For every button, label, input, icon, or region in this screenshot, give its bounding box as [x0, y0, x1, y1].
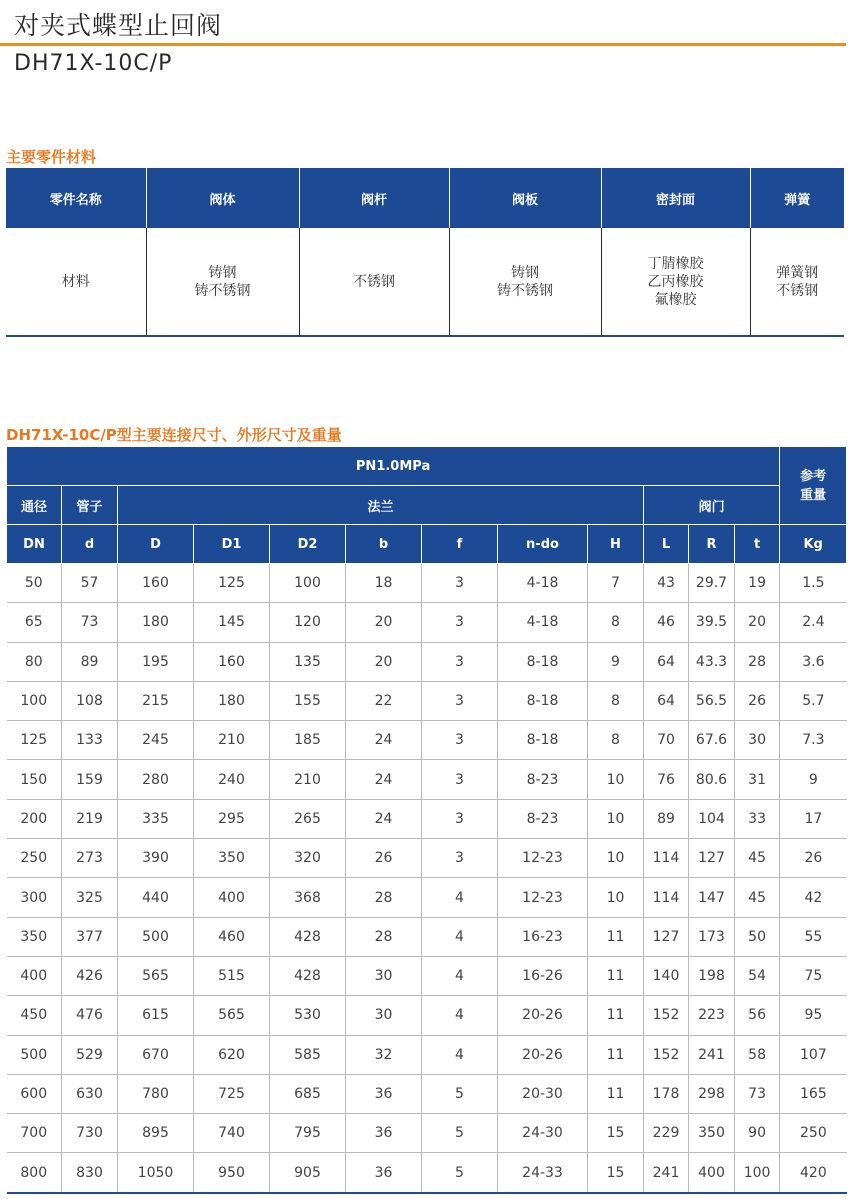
- table-cell: 9: [588, 642, 644, 681]
- table-cell: 565: [118, 956, 194, 995]
- materials-header-cell: 阀板: [449, 168, 601, 228]
- table-cell: 210: [194, 721, 270, 760]
- table-cell: 3.6: [780, 642, 847, 681]
- materials-cell-body: [146, 228, 299, 336]
- table-cell: 15: [588, 1114, 644, 1153]
- table-cell: 7: [588, 564, 644, 603]
- table-cell: 20-30: [498, 1074, 588, 1113]
- table-row: [7, 760, 847, 799]
- table-cell: 56.5: [689, 681, 735, 720]
- table-cell: 4: [422, 956, 498, 995]
- pressure-rating-header: PN1.0MPa: [7, 447, 780, 486]
- table-cell: 10: [588, 839, 644, 878]
- table-cell: 335: [118, 799, 194, 838]
- table-cell: 90: [735, 1114, 780, 1153]
- table-cell: 240: [194, 760, 270, 799]
- table-cell: 64: [644, 642, 689, 681]
- table-cell: 8-18: [498, 642, 588, 681]
- weight-header: [780, 447, 847, 525]
- materials-cell-seal: [601, 228, 750, 336]
- table-cell: 298: [689, 1074, 735, 1113]
- table-cell: 50: [7, 564, 62, 603]
- table-cell: 22: [346, 681, 422, 720]
- table-cell: 26: [780, 839, 847, 878]
- table-cell: 195: [118, 642, 194, 681]
- table-row: [7, 996, 847, 1035]
- table-cell: 1.5: [780, 564, 847, 603]
- material-line: 不锈钢: [353, 273, 395, 290]
- table-cell: 241: [644, 1153, 689, 1193]
- materials-cell-disc: [449, 228, 601, 336]
- column-header: n-do: [498, 525, 588, 564]
- table-cell: 150: [7, 760, 62, 799]
- table-cell: 89: [644, 799, 689, 838]
- table-cell: 155: [270, 681, 346, 720]
- table-cell: 4: [422, 996, 498, 1035]
- table-cell: 20-26: [498, 996, 588, 1035]
- materials-header-cell: 零件名称: [6, 168, 146, 228]
- table-cell: 89: [62, 642, 118, 681]
- table-cell: 45: [735, 878, 780, 917]
- table-cell: 3: [422, 681, 498, 720]
- table-cell: 5: [422, 1114, 498, 1153]
- table-cell: 460: [194, 917, 270, 956]
- table-cell: 280: [118, 760, 194, 799]
- table-cell: 223: [689, 996, 735, 1035]
- table-cell: 5: [422, 1074, 498, 1113]
- table-cell: 18: [346, 564, 422, 603]
- column-header: R: [689, 525, 735, 564]
- table-cell: 325: [62, 878, 118, 917]
- column-header: b: [346, 525, 422, 564]
- materials-cell-stem: [299, 228, 449, 336]
- table-cell: 32: [346, 1035, 422, 1074]
- table-cell: 180: [194, 681, 270, 720]
- table-cell: 250: [7, 839, 62, 878]
- table-row: [7, 642, 847, 681]
- material-line: 铸不锈钢: [194, 282, 251, 299]
- group-header-flange: 法兰: [118, 486, 644, 525]
- table-row: [7, 839, 847, 878]
- table-cell: 400: [7, 956, 62, 995]
- table-cell: 10: [588, 878, 644, 917]
- group-header-pipe: 管子: [62, 486, 118, 525]
- table-cell: 64: [644, 681, 689, 720]
- table-cell: 8: [588, 721, 644, 760]
- materials-row: [6, 228, 844, 336]
- table-cell: 56: [735, 996, 780, 1035]
- material-line: 铸不锈钢: [497, 282, 553, 299]
- table-cell: 30: [346, 956, 422, 995]
- table-cell: 350: [689, 1114, 735, 1153]
- column-header: t: [735, 525, 780, 564]
- table-row: [7, 1074, 847, 1113]
- table-cell: 80.6: [689, 760, 735, 799]
- table-cell: 500: [118, 917, 194, 956]
- table-cell: 3: [422, 642, 498, 681]
- table-cell: 400: [689, 1153, 735, 1193]
- table-cell: 515: [194, 956, 270, 995]
- table-cell: 39.5: [689, 603, 735, 642]
- materials-cell-spring: [750, 228, 844, 336]
- table-cell: 107: [780, 1035, 847, 1074]
- model-number: DH71X-10C/P: [14, 51, 173, 76]
- table-cell: 57: [62, 564, 118, 603]
- table-cell: 173: [689, 917, 735, 956]
- table-row: [7, 681, 847, 720]
- table-cell: 8: [588, 603, 644, 642]
- table-cell: 368: [270, 878, 346, 917]
- table-cell: 1050: [118, 1153, 194, 1193]
- table-cell: 46: [644, 603, 689, 642]
- table-cell: 3: [422, 839, 498, 878]
- table-cell: 36: [346, 1074, 422, 1113]
- materials-header-row: [6, 168, 844, 228]
- table-cell: 29.7: [689, 564, 735, 603]
- table-cell: 9: [780, 760, 847, 799]
- table-cell: 36: [346, 1153, 422, 1193]
- table-cell: 895: [118, 1114, 194, 1153]
- table-row: [7, 1153, 847, 1193]
- table-cell: 180: [118, 603, 194, 642]
- table-cell: 152: [644, 996, 689, 1035]
- table-cell: 11: [588, 917, 644, 956]
- table-cell: 426: [62, 956, 118, 995]
- table-cell: 830: [62, 1153, 118, 1193]
- table-cell: 500: [7, 1035, 62, 1074]
- table-cell: 700: [7, 1114, 62, 1153]
- table-cell: 100: [7, 681, 62, 720]
- table-cell: 28: [346, 917, 422, 956]
- table-cell: 15: [588, 1153, 644, 1193]
- table-cell: 8: [588, 681, 644, 720]
- table-cell: 70: [644, 721, 689, 760]
- table-cell: 54: [735, 956, 780, 995]
- column-header: L: [644, 525, 689, 564]
- table-cell: 4: [422, 1035, 498, 1074]
- table-cell: 33: [735, 799, 780, 838]
- table-cell: 795: [270, 1114, 346, 1153]
- table-cell: 43.3: [689, 642, 735, 681]
- table-cell: 615: [118, 996, 194, 1035]
- material-line: 乙丙橡胶: [647, 273, 704, 290]
- page-title: 对夹式蝶型止回阀: [14, 11, 223, 40]
- table-cell: 73: [735, 1074, 780, 1113]
- table-cell: 300: [7, 878, 62, 917]
- table-cell: 350: [7, 917, 62, 956]
- table-cell: 800: [7, 1153, 62, 1193]
- dimensions-pressure-row: [7, 447, 847, 486]
- column-header: H: [588, 525, 644, 564]
- table-cell: 4-18: [498, 603, 588, 642]
- table-cell: 600: [7, 1074, 62, 1113]
- table-cell: 198: [689, 956, 735, 995]
- title-divider: [0, 43, 846, 46]
- dimensions-table: [6, 446, 847, 1194]
- materials-row-label: 材料: [6, 228, 146, 336]
- table-cell: 125: [7, 721, 62, 760]
- table-cell: 390: [118, 839, 194, 878]
- material-line: 铸钢: [511, 264, 539, 281]
- table-cell: 730: [62, 1114, 118, 1153]
- table-cell: 529: [62, 1035, 118, 1074]
- column-header: Kg: [780, 525, 847, 564]
- table-cell: 8-18: [498, 681, 588, 720]
- table-cell: 725: [194, 1074, 270, 1113]
- table-cell: 24: [346, 721, 422, 760]
- table-cell: 320: [270, 839, 346, 878]
- table-cell: 740: [194, 1114, 270, 1153]
- table-cell: 26: [735, 681, 780, 720]
- table-row: [7, 1035, 847, 1074]
- table-cell: 440: [118, 878, 194, 917]
- dimensions-column-header-row: [7, 525, 847, 564]
- table-cell: 8-23: [498, 799, 588, 838]
- group-header-valve: 阀门: [644, 486, 780, 525]
- table-row: [7, 917, 847, 956]
- table-cell: 28: [346, 878, 422, 917]
- table-cell: 42: [780, 878, 847, 917]
- table-cell: 65: [7, 603, 62, 642]
- column-header: d: [62, 525, 118, 564]
- table-row: [7, 603, 847, 642]
- table-cell: 95: [780, 996, 847, 1035]
- table-cell: 950: [194, 1153, 270, 1193]
- table-cell: 75: [780, 956, 847, 995]
- table-cell: 20: [346, 603, 422, 642]
- table-cell: 530: [270, 996, 346, 1035]
- table-cell: 219: [62, 799, 118, 838]
- column-header: D1: [194, 525, 270, 564]
- table-row: [7, 878, 847, 917]
- table-cell: 620: [194, 1035, 270, 1074]
- table-cell: 133: [62, 721, 118, 760]
- table-row: [7, 721, 847, 760]
- table-cell: 428: [270, 956, 346, 995]
- table-cell: 400: [194, 878, 270, 917]
- table-cell: 28: [735, 642, 780, 681]
- table-cell: 125: [194, 564, 270, 603]
- table-cell: 50: [735, 917, 780, 956]
- dimensions-body: [7, 564, 847, 1193]
- materials-header-cell: 密封面: [601, 168, 750, 228]
- table-cell: 24-33: [498, 1153, 588, 1193]
- table-cell: 19: [735, 564, 780, 603]
- table-cell: 30: [346, 996, 422, 1035]
- table-cell: 160: [194, 642, 270, 681]
- table-cell: 8-23: [498, 760, 588, 799]
- table-cell: 630: [62, 1074, 118, 1113]
- table-cell: 11: [588, 956, 644, 995]
- table-cell: 159: [62, 760, 118, 799]
- table-cell: 905: [270, 1153, 346, 1193]
- column-header: DN: [7, 525, 62, 564]
- table-cell: 165: [780, 1074, 847, 1113]
- dimensions-section-title: DH71X-10C/P型主要连接尺寸、外形尺寸及重量: [6, 426, 342, 444]
- table-cell: 3: [422, 603, 498, 642]
- column-header: D: [118, 525, 194, 564]
- table-cell: 4: [422, 917, 498, 956]
- table-cell: 210: [270, 760, 346, 799]
- table-cell: 10: [588, 760, 644, 799]
- table-cell: 43: [644, 564, 689, 603]
- table-cell: 24-30: [498, 1114, 588, 1153]
- table-cell: 16-26: [498, 956, 588, 995]
- materials-table: [6, 168, 844, 337]
- table-cell: 76: [644, 760, 689, 799]
- table-cell: 273: [62, 839, 118, 878]
- table-cell: 3: [422, 564, 498, 603]
- group-header-bore: 通径: [7, 486, 62, 525]
- material-line: 弹簧钢: [776, 264, 819, 281]
- table-cell: 11: [588, 996, 644, 1035]
- table-cell: 3: [422, 799, 498, 838]
- table-cell: 17: [780, 799, 847, 838]
- table-cell: 120: [270, 603, 346, 642]
- table-cell: 80: [7, 642, 62, 681]
- table-cell: 45: [735, 839, 780, 878]
- table-cell: 147: [689, 878, 735, 917]
- table-cell: 670: [118, 1035, 194, 1074]
- table-cell: 30: [735, 721, 780, 760]
- table-cell: 12-23: [498, 878, 588, 917]
- table-cell: 585: [270, 1035, 346, 1074]
- table-row: [7, 799, 847, 838]
- table-row: [7, 564, 847, 603]
- table-cell: 245: [118, 721, 194, 760]
- table-cell: 8-18: [498, 721, 588, 760]
- table-cell: 20: [735, 603, 780, 642]
- table-cell: 36: [346, 1114, 422, 1153]
- table-cell: 20: [346, 642, 422, 681]
- table-row: [7, 1114, 847, 1153]
- table-cell: 127: [644, 917, 689, 956]
- materials-header-cell: 阀体: [146, 168, 299, 228]
- table-cell: 26: [346, 839, 422, 878]
- table-cell: 12-23: [498, 839, 588, 878]
- table-cell: 16-23: [498, 917, 588, 956]
- table-cell: 160: [118, 564, 194, 603]
- table-cell: 265: [270, 799, 346, 838]
- table-cell: 215: [118, 681, 194, 720]
- table-cell: 24: [346, 760, 422, 799]
- table-cell: 450: [7, 996, 62, 1035]
- weight-header-line: 参考: [800, 468, 827, 484]
- table-cell: 377: [62, 917, 118, 956]
- table-cell: 4-18: [498, 564, 588, 603]
- table-cell: 350: [194, 839, 270, 878]
- table-cell: 104: [689, 799, 735, 838]
- table-cell: 229: [644, 1114, 689, 1153]
- table-cell: 250: [780, 1114, 847, 1153]
- table-cell: 20-26: [498, 1035, 588, 1074]
- table-cell: 3: [422, 721, 498, 760]
- table-cell: 55: [780, 917, 847, 956]
- table-cell: 4: [422, 878, 498, 917]
- column-header: D2: [270, 525, 346, 564]
- table-cell: 428: [270, 917, 346, 956]
- table-cell: 145: [194, 603, 270, 642]
- table-cell: 135: [270, 642, 346, 681]
- table-cell: 108: [62, 681, 118, 720]
- table-cell: 11: [588, 1074, 644, 1113]
- table-cell: 127: [689, 839, 735, 878]
- table-row: [7, 956, 847, 995]
- table-cell: 780: [118, 1074, 194, 1113]
- material-line: 不锈钢: [776, 282, 819, 299]
- table-cell: 5.7: [780, 681, 847, 720]
- table-cell: 685: [270, 1074, 346, 1113]
- table-cell: 565: [194, 996, 270, 1035]
- table-cell: 178: [644, 1074, 689, 1113]
- table-cell: 100: [735, 1153, 780, 1193]
- table-cell: 73: [62, 603, 118, 642]
- material-line: 铸钢: [208, 264, 237, 281]
- materials-header-cell: 弹簧: [750, 168, 844, 228]
- table-cell: 100: [270, 564, 346, 603]
- table-cell: 31: [735, 760, 780, 799]
- table-cell: 114: [644, 878, 689, 917]
- materials-header-cell: 阀杆: [299, 168, 449, 228]
- material-line: 丁腈橡胶: [647, 255, 704, 272]
- weight-header-line: 重量: [800, 487, 827, 503]
- table-cell: 241: [689, 1035, 735, 1074]
- table-cell: 24: [346, 799, 422, 838]
- materials-section-title: 主要零件材料: [6, 148, 97, 166]
- table-cell: 200: [7, 799, 62, 838]
- table-cell: 152: [644, 1035, 689, 1074]
- material-line: 氟橡胶: [654, 291, 697, 308]
- dimensions-group-row: [7, 486, 847, 525]
- table-cell: 114: [644, 839, 689, 878]
- table-cell: 11: [588, 1035, 644, 1074]
- table-cell: 185: [270, 721, 346, 760]
- table-cell: 67.6: [689, 721, 735, 760]
- table-cell: 3: [422, 760, 498, 799]
- table-cell: 420: [780, 1153, 847, 1193]
- table-cell: 7.3: [780, 721, 847, 760]
- table-cell: 140: [644, 956, 689, 995]
- table-cell: 295: [194, 799, 270, 838]
- table-cell: 2.4: [780, 603, 847, 642]
- table-cell: 5: [422, 1153, 498, 1193]
- table-cell: 10: [588, 799, 644, 838]
- table-cell: 58: [735, 1035, 780, 1074]
- table-cell: 476: [62, 996, 118, 1035]
- column-header: f: [422, 525, 498, 564]
